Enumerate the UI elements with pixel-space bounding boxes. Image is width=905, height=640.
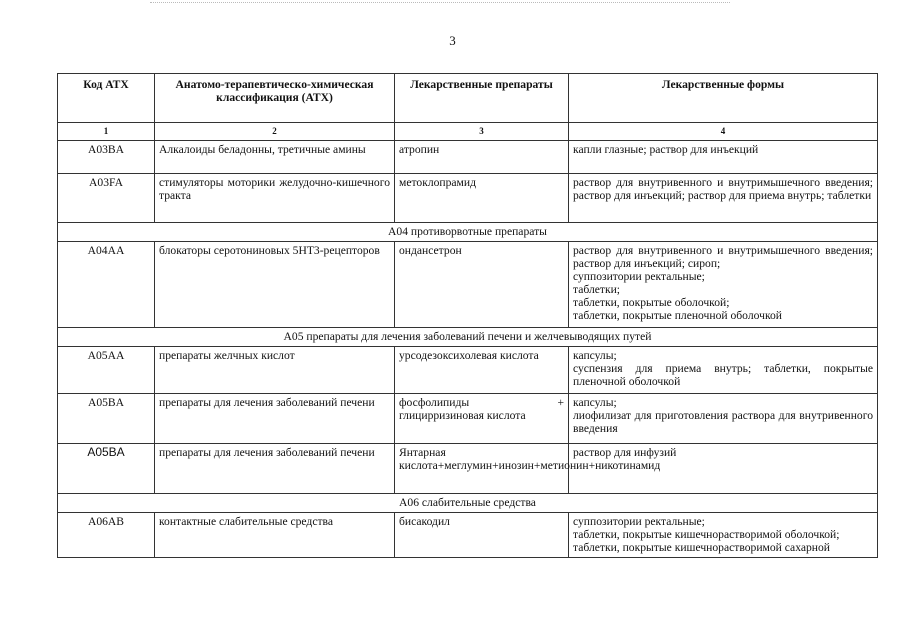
dosage-form-line: суспензия для приема внутрь; таблетки, покрытые пленочной оболочкой bbox=[573, 362, 873, 388]
atx-classification: контактные слабительные средства bbox=[155, 513, 395, 558]
atx-classification: Алкалоиды беладонны, третичные амины bbox=[155, 141, 395, 174]
dosage-form-line: капсулы; bbox=[573, 396, 617, 409]
drug-name: Янтарная кислота+меглумин+инозин+метионин+никотинамид bbox=[395, 444, 569, 494]
column-number: 3 bbox=[395, 123, 569, 141]
table-row bbox=[58, 242, 878, 328]
header-drugs: Лекарственные препараты bbox=[395, 74, 569, 123]
column-number: 1 bbox=[58, 123, 155, 141]
group-row bbox=[58, 223, 878, 242]
dosage-forms bbox=[569, 174, 878, 223]
atx-code: A04AA bbox=[58, 242, 155, 328]
dosage-form-line: таблетки, покрытые оболочкой; bbox=[573, 296, 730, 309]
atx-classification: препараты для лечения заболеваний печени bbox=[155, 394, 395, 444]
atx-classification: стимуляторы моторики желудочно-кишечного тракта bbox=[155, 174, 395, 223]
atx-classification: блокаторы серотониновых 5НТ3-рецепторов bbox=[155, 242, 395, 328]
page-number: 3 bbox=[449, 33, 456, 48]
dosage-form-line: таблетки, покрытые пленочной оболочкой bbox=[573, 309, 782, 322]
dosage-forms bbox=[569, 141, 878, 174]
header-classification: Анатомо-терапевтическо-химическая классификация (АТХ) bbox=[155, 74, 395, 123]
table-row bbox=[58, 141, 878, 174]
dosage-form-line: таблетки, покрытые кишечнорастворимой сахарной bbox=[573, 541, 830, 554]
header-row bbox=[58, 74, 878, 123]
atx-classification: препараты для лечения заболеваний печени bbox=[155, 444, 395, 494]
table-row bbox=[58, 513, 878, 558]
atx-code: A05BA bbox=[58, 394, 155, 444]
table-row bbox=[58, 174, 878, 223]
dosage-forms bbox=[569, 347, 878, 394]
dosage-form-line: раствор для внутривенного и внутримышечного введения; раствор для инъекций; раствор для приема внутрь; таблетки bbox=[573, 176, 873, 202]
column-number: 2 bbox=[155, 123, 395, 141]
dosage-form-line: суппозитории ректальные; bbox=[573, 270, 705, 283]
dosage-form-line: таблетки; bbox=[573, 283, 621, 296]
table-row bbox=[58, 444, 878, 494]
drug-name: атропин bbox=[395, 141, 569, 174]
atx-table bbox=[57, 73, 878, 558]
dosage-forms bbox=[569, 242, 878, 328]
group-heading: A04 противорвотные препараты bbox=[58, 223, 878, 242]
group-row bbox=[58, 328, 878, 347]
drug-name: ондансетрон bbox=[395, 242, 569, 328]
drug-name: фосфолипиды + глицирризиновая кислота bbox=[395, 394, 569, 444]
dosage-forms bbox=[569, 394, 878, 444]
table-row bbox=[58, 347, 878, 394]
drug-name: метоклопрамид bbox=[395, 174, 569, 223]
dosage-form-line: капсулы; bbox=[573, 349, 617, 362]
column-number-row bbox=[58, 123, 878, 141]
table-row bbox=[58, 394, 878, 444]
drug-name: урсодезоксихолевая кислота bbox=[395, 347, 569, 394]
dosage-form-line: раствор для инфузий bbox=[573, 446, 677, 459]
dosage-forms bbox=[569, 513, 878, 558]
column-number: 4 bbox=[569, 123, 878, 141]
group-row bbox=[58, 494, 878, 513]
atx-code: A03FA bbox=[58, 174, 155, 223]
dosage-form-line: раствор для внутривенного и внутримышечного введения; раствор для инъекций; сироп; bbox=[573, 244, 873, 270]
atx-code: A05AA bbox=[58, 347, 155, 394]
dosage-form-line: суппозитории ректальные; bbox=[573, 515, 705, 528]
header-forms: Лекарственные формы bbox=[569, 74, 878, 123]
dosage-form-line: таблетки, покрытые кишечнорастворимой оболочкой; bbox=[573, 528, 840, 541]
atx-classification: препараты желчных кислот bbox=[155, 347, 395, 394]
drug-name: бисакодил bbox=[395, 513, 569, 558]
atx-code: A03BA bbox=[58, 141, 155, 174]
dosage-form-line: капли глазные; раствор для инъекций bbox=[573, 143, 759, 156]
group-heading: A06 слабительные средства bbox=[58, 494, 878, 513]
atx-code: A06AB bbox=[58, 513, 155, 558]
header-code: Код АТХ bbox=[58, 74, 155, 123]
scan-top-rule bbox=[150, 2, 730, 3]
atx-code: A05BA bbox=[58, 444, 155, 494]
group-heading: A05 препараты для лечения заболеваний печени и желчевыводящих путей bbox=[58, 328, 878, 347]
dosage-form-line: лиофилизат для приготовления раствора для внутривенного введения bbox=[573, 409, 873, 435]
